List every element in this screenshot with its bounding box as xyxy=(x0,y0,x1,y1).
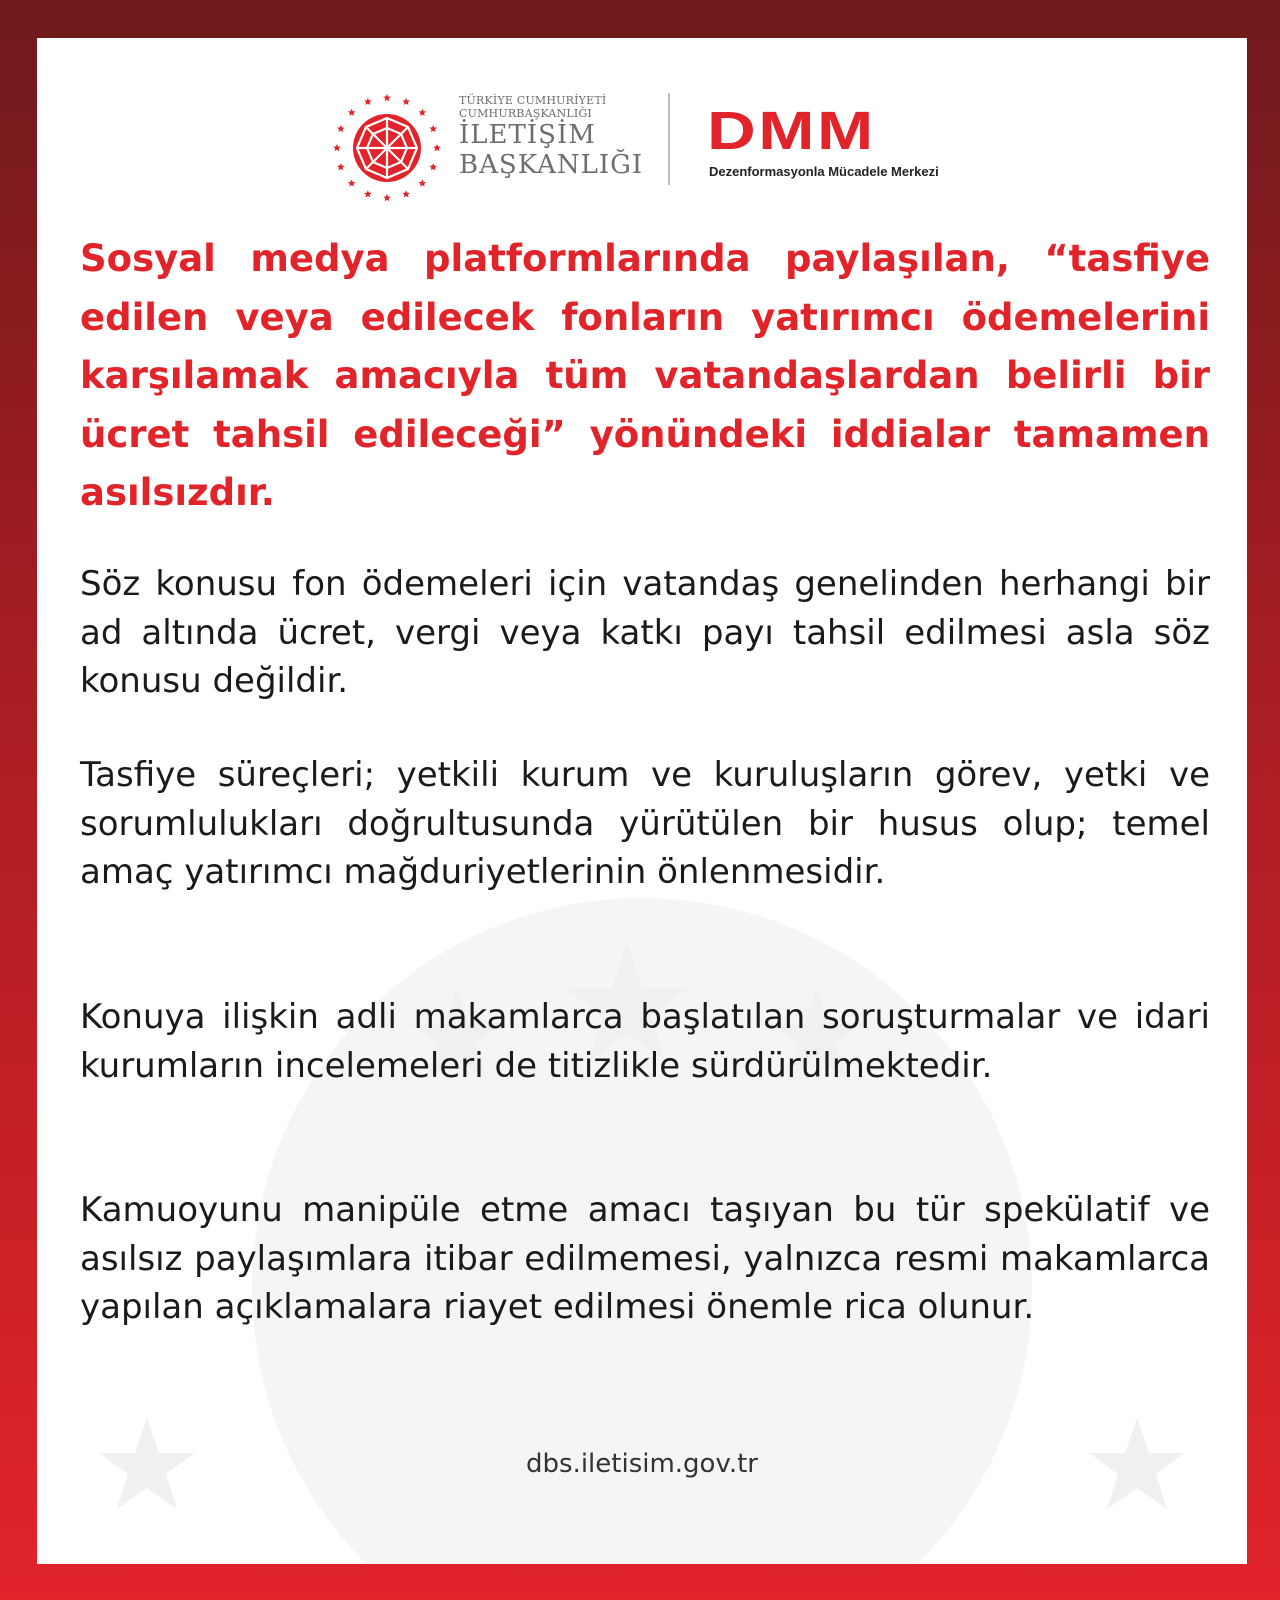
presidency-emblem-icon xyxy=(327,88,447,208)
paragraph-1 xyxy=(80,560,1210,706)
headline-text: Sosyal medya platformlarında paylaşılan, “tasfiye edilen veya edilecek fonların yatırımcı ödemelerini karşılamak amacıyla tüm vatandaşlardan belirli bir ücret tahsil edileceği” yönündeki iddialar tamamen asılsızdır. xyxy=(80,237,1210,514)
emblem-star-icon xyxy=(348,109,356,116)
emblem-star-icon xyxy=(433,144,441,151)
headline xyxy=(80,230,1210,523)
paragraph-text: Söz konusu fon ödemeleri için vatandaş genelinden herhangi bir ad altında ücret, vergi veya katkı payı tahsil edilmesi asla söz konusu değildir. xyxy=(80,564,1210,701)
emblem-star-icon xyxy=(337,125,345,132)
emblem-star-icon xyxy=(419,109,427,116)
emblem-star-icon xyxy=(419,179,427,186)
org-line-2: CUMHURBAŞKANLIĞI xyxy=(459,107,592,120)
emblem-star-icon xyxy=(333,144,341,151)
emblem-star-icon xyxy=(429,163,437,170)
emblem-star-icon xyxy=(383,194,391,201)
paragraph-3 xyxy=(80,993,1210,1090)
paragraph-2 xyxy=(80,751,1210,897)
header-logos xyxy=(37,88,1247,228)
presidency-wordmark xyxy=(459,94,643,180)
paragraph-text: Kamuoyunu manipüle etme amacı taşıyan bu tür spekülatif ve asılsız paylaşımlara itibar edilmemesi, yalnızca resmi makamlarca yapılan açıklamalara riayet edilmesi önemle rica olunur. xyxy=(80,1190,1210,1327)
announcement-card xyxy=(37,38,1247,1564)
org-line-4: BAŞKANLIĞI xyxy=(459,150,644,180)
emblem-star-icon xyxy=(348,179,356,186)
emblem-star-icon xyxy=(337,163,345,170)
emblem-star-icon xyxy=(429,125,437,132)
emblem-star-icon xyxy=(364,98,372,105)
emblem-star-icon xyxy=(402,190,410,197)
emblem-star-icon xyxy=(364,190,372,197)
paragraph-4 xyxy=(80,1186,1210,1332)
org-line-3: İLETİŞİM xyxy=(459,120,596,150)
emblem-star-icon xyxy=(402,98,410,105)
dmm-subtitle: Dezenformasyonla Mücadele Merkezi xyxy=(709,164,939,179)
dmm-logo: DMM xyxy=(707,101,876,161)
emblem-star-icon xyxy=(383,94,391,101)
paragraph-text: Tasfiye süreçleri; yetkili kurum ve kuruluşların görev, yetki ve sorumlulukları doğrultusunda yürütülen bir husus olup; temel amaç yatırımcı mağduriyetlerinin önlenmesidir. xyxy=(80,755,1210,892)
footer-url[interactable]: dbs.iletisim.gov.tr xyxy=(526,1449,758,1479)
org-line-1: TÜRKİYE CUMHURİYETİ xyxy=(459,94,607,107)
paragraph-text: Konuya ilişkin adli makamlarca başlatılan soruşturmalar ve idari kurumların incelemeleri de titizlikle sürdürülmektedir. xyxy=(80,997,1210,1086)
header-divider xyxy=(668,93,670,185)
